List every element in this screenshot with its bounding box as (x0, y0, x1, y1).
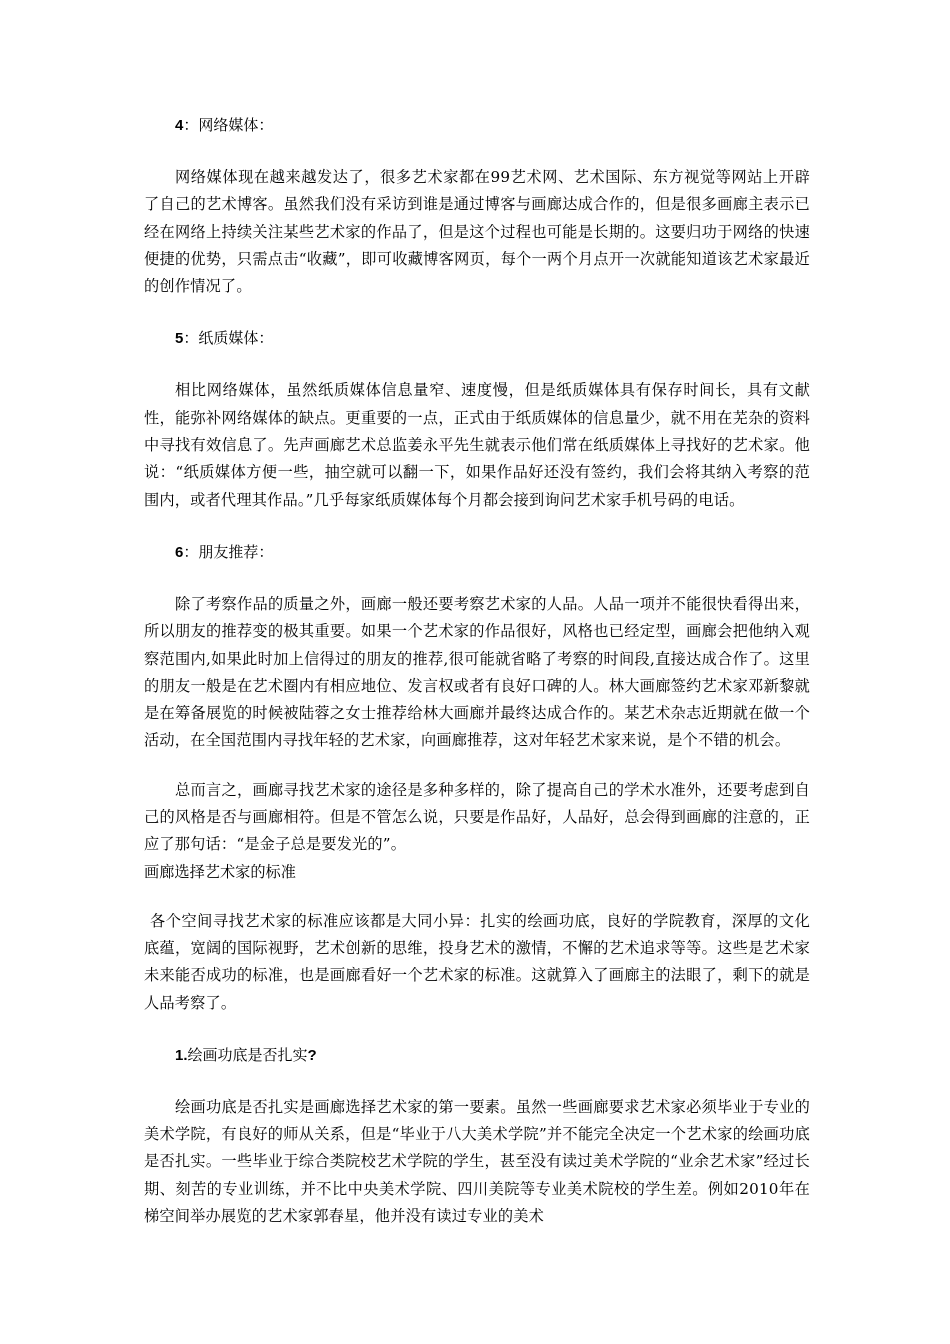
section-title: ：网络媒体： (183, 116, 274, 134)
paragraph-summary: 总而言之，画廊寻找艺术家的途径是多种多样的，除了提高自己的学术水准外，还要考虑到自己的风格是否与画廊相符。但是不管怎么说，只要是作品好，人品好，总会得到画廊的注意的，正应了那句话：“是金子总是要发光的”。 (144, 780, 810, 854)
section-title: ：纸质媒体： (183, 329, 274, 348)
paragraph-standards-intro: 各个空间寻找艺术家的标准应该都是大同小异：扎实的绘画功底，良好的学院教育，深厚的文化底蕴，宽阔的国际视野，艺术创新的思维，投身艺术的激情，不懈的艺术追求等等。这些是艺术家未来能否成功的标准，也是画廊看好一个艺术家的标准。这就算入了画廊主的法眼了，剩下的就是人品考察了。 (144, 911, 810, 1012)
question-number: 1. (175, 1046, 188, 1064)
section-heading-5 (144, 325, 810, 352)
question-mark: ? (307, 1046, 317, 1064)
paragraph-drawing-skill: 绘画功底是否扎实是画廊选择艺术家的第一要素。虽然一些画廊要求艺术家必须毕业于专业的美术学院，有良好的师从关系，但是“毕业于八大美术学院”并不能完全决定一个艺术家的绘画功底是否扎实。一些毕业于综合类院校艺术学院的学生，甚至没有读过美术学院的“业余艺术家”经过长期、刻苦的专业训练，并不比中央美术学院、四川美院等专业美术院校的学生差。例如2010年在梯空间举办展览的艺术家郭春星，他并没有读过专业的美术 (144, 1097, 810, 1226)
standards-title: 画廊选择艺术家的标准 (144, 862, 296, 881)
paragraph-print-media: 相比网络媒体，虽然纸质媒体信息量窄、速度慢，但是纸质媒体具有保存时间长，具有文献性，能弥补网络媒体的缺点。更重要的一点，正式由于纸质媒体的信息量少，就不用在芜杂的资料中寻找有效信息了。先声画廊艺术总监姜永平先生就表示他们常在纸质媒体上寻找好的艺术家。他说：“纸质媒体方便一些，抽空就可以翻一下，如果作品好还没有签约，我们会将其纳入考察的范围内，或者代理其作品。”几乎每家纸质媒体每个月都会接到询问艺术家手机号码的电话。 (144, 381, 810, 509)
section-number: 6 (175, 543, 184, 561)
question-title: 绘画功底是否扎实 (187, 1045, 308, 1064)
section-number: 4 (175, 117, 184, 134)
section-number: 5 (175, 330, 184, 348)
document-body (144, 112, 810, 1230)
section-heading-6 (144, 539, 810, 566)
question-heading-1 (144, 1042, 810, 1069)
section-title: ：朋友推荐： (183, 542, 274, 561)
paragraph-friend-recommendation: 除了考察作品的质量之外，画廊一般还要考察艺术家的人品。人品一项并不能很快看得出来，所以朋友的推荐变的极其重要。如果一个艺术家的作品很好，风格也已经定型，画廊会把他纳入观察范围内,如果此时加上信得过的朋友的推荐,很可能就省略了考察的时间段,直接达成合作了。这里的朋友一般是在艺术圈内有相应地位、发言权或者有良好口碑的人。林大画廊签约艺术家邓新黎就是在筹备展览的时候被陆蓉之女士推荐给林大画廊并最终达成合作的。某艺术杂志近期就在做一个活动，在全国范围内寻找年轻的艺术家，向画廊推荐，这对年轻艺术家来说，是个不错的机会。 (144, 594, 810, 750)
paragraph-online-media: 网络媒体现在越来越发达了，很多艺术家都在99艺术网、艺术国际、东方视觉等网站上开辟了自己的艺术博客。虽然我们没有采访到谁是通过博客与画廊达成合作的，但是很多画廊主表示已经在网络上持续关注某些艺术家的作品了，但是这个过程也可能是长期的。这要归功于网络的快速便捷的优势，只需点击“收藏”，即可收藏博客网页，每个一两个月点开一次就能知道该艺术家最近的创作情况了。 (144, 168, 810, 296)
section-heading-4 (144, 112, 810, 139)
